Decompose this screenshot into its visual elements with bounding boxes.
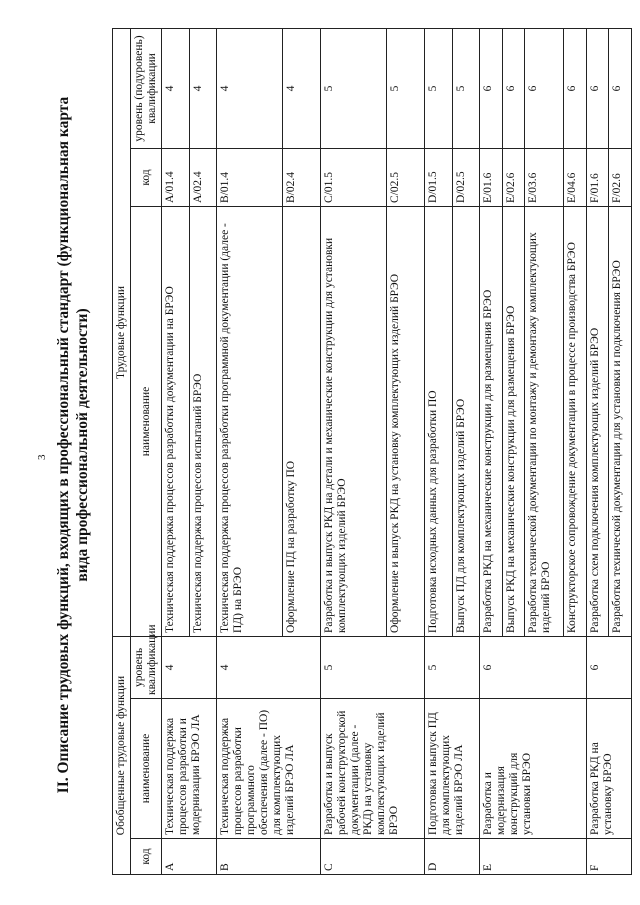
gen-function-level: 5 [321, 636, 425, 698]
labor-function-name: Техническая поддержка процессов разработки документации на БРЭО [162, 206, 190, 636]
header-sub-level: уровень (подуровень) квалификации [131, 28, 162, 148]
gen-function-level: 4 [217, 636, 321, 698]
table-row [586, 28, 609, 874]
page-number: 3 [36, 454, 48, 460]
gen-function-level: 6 [480, 636, 586, 698]
labor-function-level: 4 [189, 28, 217, 148]
gen-function-code: C [321, 839, 425, 875]
labor-function-level: 5 [425, 28, 453, 148]
labor-function-level: 4 [217, 28, 283, 148]
gen-function-level: 6 [586, 636, 631, 698]
gen-function-level: 5 [425, 636, 480, 698]
gen-function-level: 4 [162, 636, 217, 698]
labor-function-level: 5 [386, 28, 424, 148]
labor-function-name: Разработка технической документации по монтажу и демонтажу комплектующих изделий БРЭО [525, 206, 564, 636]
labor-function-code: A/01.4 [162, 148, 190, 206]
table-body [162, 28, 632, 874]
labor-function-name: Разработка схем подключения комплектующих изделий БРЭО [586, 206, 609, 636]
gen-function-name: Техническая поддержка процессов разработки и модернизации БРЭО ЛА [162, 699, 217, 839]
labor-function-name: Разработка технической документации для установки и подключения БРЭО [609, 206, 632, 636]
labor-function-name: Выпуск ПД для комплектующих изделий БРЭО [452, 206, 480, 636]
header-name: наименование [131, 699, 162, 839]
labor-function-level: 5 [452, 28, 480, 148]
gen-function-name: Разработка и модернизация конструкций для установки БРЭО [480, 699, 586, 839]
labor-function-name: Разработка РКД на механические конструкции для размещения БРЭО [480, 206, 503, 636]
gen-function-name: Разработка и выпуск рабочей конструкторской документации (далее - РКД) на установку комплектующих изделий БРЭО [321, 699, 425, 839]
gen-function-name: Разработка РКД на установку БРЭО [586, 699, 631, 839]
header-func-code: код [131, 148, 162, 206]
table-row [162, 28, 190, 874]
gen-function-code: B [217, 839, 321, 875]
header-qual-level: уровень квалификации [131, 636, 162, 698]
header-labor-functions: Трудовые функции [113, 28, 131, 636]
section-title: II. Описание трудовых функций, входящих в профессиональный стандарт (функциональная карта вида профессиональной деятельности) [55, 96, 91, 794]
labor-function-level: 6 [564, 28, 587, 148]
labor-function-code: F/02.6 [609, 148, 632, 206]
labor-function-name: Подготовка исходных данных для разработки ПО [425, 206, 453, 636]
labor-function-code: B/02.4 [282, 148, 320, 206]
labor-function-name: Техническая поддержка процессов разработки программной документации (далее - ПД) на БРЭО [217, 206, 283, 636]
labor-function-code: D/02.5 [452, 148, 480, 206]
header-generalized-functions: Обобщенные трудовые функции [113, 636, 131, 874]
functional-map-table [112, 28, 632, 875]
gen-function-code: F [586, 839, 631, 875]
labor-function-code: A/02.4 [189, 148, 217, 206]
labor-function-code: E/01.6 [480, 148, 503, 206]
labor-function-code: E/02.6 [502, 148, 525, 206]
labor-function-code: C/01.5 [321, 148, 387, 206]
labor-function-code: D/01.5 [425, 148, 453, 206]
labor-function-code: F/01.6 [586, 148, 609, 206]
labor-function-level: 6 [525, 28, 564, 148]
gen-function-code: A [162, 839, 217, 875]
gen-function-name: Техническая поддержка процессов разработки программного обеспечения (далее - ПО) для комплектующих изделий БРЭО ЛА [217, 699, 321, 839]
labor-function-name: Оформление и выпуск РКД на установку комплектующих изделий БРЭО [386, 206, 424, 636]
labor-function-level: 6 [609, 28, 632, 148]
labor-function-name: Техническая поддержка процессов испытаний БРЭО [189, 206, 217, 636]
header-func-name: наименование [131, 206, 162, 636]
labor-function-code: B/01.4 [217, 148, 283, 206]
table-row [480, 28, 503, 874]
labor-function-code: E/03.6 [525, 148, 564, 206]
header-row-columns [131, 28, 162, 874]
table-row [217, 28, 283, 874]
labor-function-code: E/04.6 [564, 148, 587, 206]
table-row [425, 28, 453, 874]
labor-function-code: C/02.5 [386, 148, 424, 206]
labor-function-level: 6 [586, 28, 609, 148]
labor-function-name: Конструкторское сопровождение документации в процессе производства БРЭО [564, 206, 587, 636]
gen-function-code: E [480, 839, 586, 875]
labor-function-name: Выпуск РКД на механические конструкции для размещения БРЭО [502, 206, 525, 636]
table-row [321, 28, 387, 874]
labor-function-name: Оформление ПД на разработку ПО [282, 206, 320, 636]
labor-function-level: 5 [321, 28, 387, 148]
labor-function-level: 6 [502, 28, 525, 148]
labor-function-name: Разработка и выпуск РКД на детали и механические конструкции для установки комплектующих изделий БРЭО [321, 206, 387, 636]
header-row-group [113, 28, 131, 874]
labor-function-level: 4 [162, 28, 190, 148]
gen-function-name: Подготовка и выпуск ПД для комплектующих изделий БРЭО ЛА [425, 699, 480, 839]
labor-function-level: 6 [480, 28, 503, 148]
labor-function-level: 4 [282, 28, 320, 148]
header-code: код [131, 839, 162, 875]
gen-function-code: D [425, 839, 480, 875]
